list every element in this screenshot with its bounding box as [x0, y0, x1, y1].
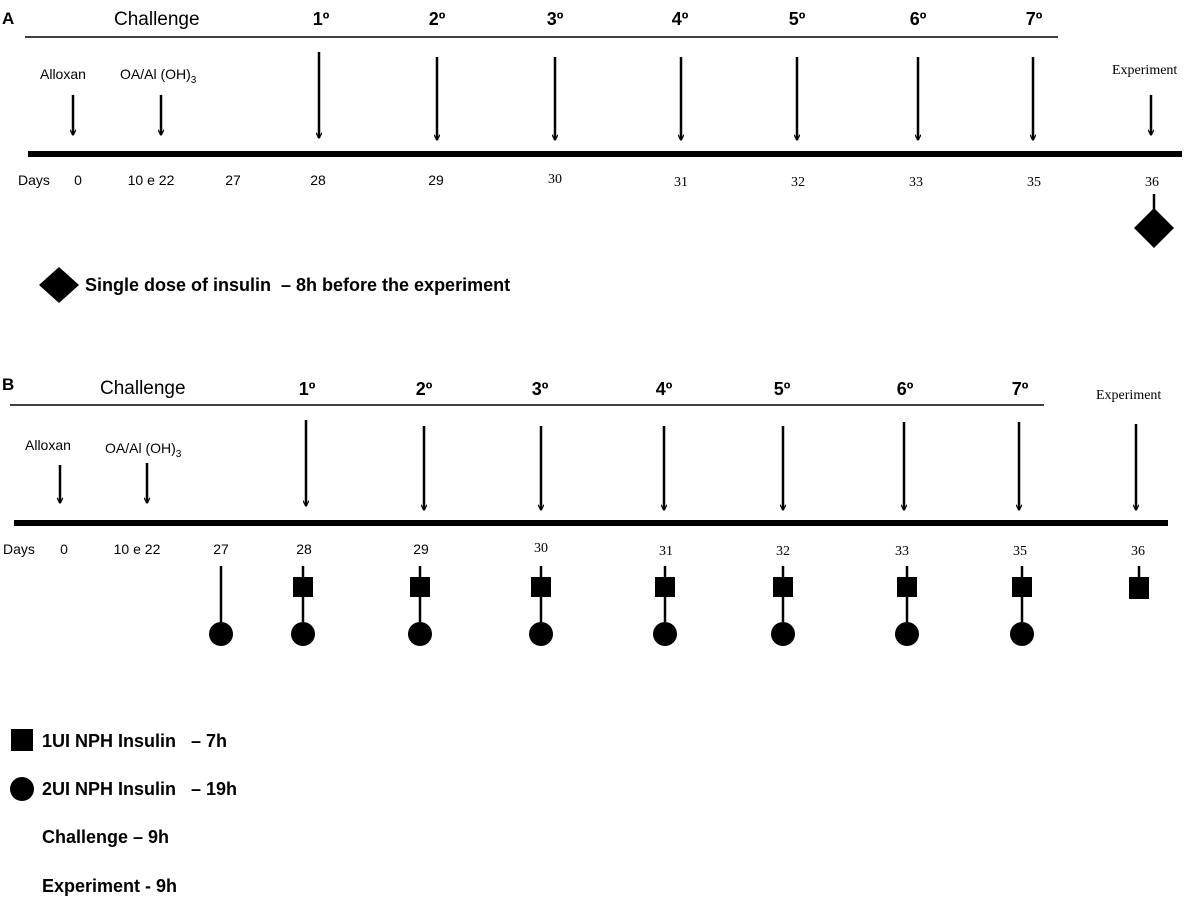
panel-b-day-0: 0	[60, 541, 68, 557]
panel-b-challenge-2: 2º	[415, 379, 433, 399]
panel-a-day-36: 36	[1145, 175, 1159, 190]
square-icon	[773, 577, 793, 597]
panel-b-alloxan-label: Alloxan	[25, 437, 71, 453]
square-icon	[410, 577, 430, 597]
square-icon	[655, 577, 675, 597]
panel-a-day-31: 31	[674, 175, 688, 190]
panel-b-day-28: 28	[296, 541, 312, 557]
panel-b-dose-day-31	[653, 566, 677, 646]
circle-icon	[408, 622, 432, 646]
panel-b-dose-day-29	[408, 566, 432, 646]
panel-b-challenge-1: 1º	[298, 379, 316, 399]
legend-square-icon	[11, 729, 33, 751]
circle-icon	[895, 622, 919, 646]
panel-a-day-33: 33	[909, 175, 923, 190]
panel-b-dose-day-28	[291, 566, 315, 646]
circle-icon	[653, 622, 677, 646]
panel-b-day-35: 35	[1013, 544, 1027, 559]
panel-a-days-label: Days	[18, 172, 50, 188]
panel-b	[2, 375, 1168, 896]
panel-b-day-32: 32	[776, 544, 790, 559]
panel-b-day-10e22: 10 e 22	[113, 541, 161, 557]
panel-a-day-32: 32	[791, 175, 805, 190]
panel-a-challenge-label: Challenge	[114, 9, 200, 30]
legend-1ui-nph-insulin: 1UI NPH Insulin – 7h	[42, 731, 228, 751]
panel-a-day-27: 27	[225, 172, 241, 188]
panel-b-oa-label: OA/Al $(OH)_3$	[105, 440, 182, 460]
circle-icon	[291, 622, 315, 646]
panel-b-dose-day-30	[529, 566, 553, 646]
panel-b-day-30: 30	[534, 541, 548, 556]
panel-b-day-27: 27	[213, 541, 229, 557]
panel-a-challenge-7: 7º	[1025, 9, 1043, 29]
panel-a-oa-label: OA/Al $(OH)_3$	[120, 66, 197, 86]
panel-b-challenge-4: 4º	[655, 379, 673, 399]
panel-a-day-28: 28	[310, 172, 326, 188]
legend-single-dose-insulin: Single dose of insulin – 8h before the experiment	[85, 275, 511, 295]
panel-a-challenge-3: 3º	[546, 9, 564, 29]
panel-a-day-29: 29	[428, 172, 444, 188]
panel-a-insulin-diamond-icon	[1134, 208, 1174, 248]
panel-b-dose-day-27	[209, 566, 233, 646]
panel-b-dose-day-36	[1129, 566, 1149, 599]
legend-circle-icon	[10, 777, 34, 801]
panel-a-challenge-6: 6º	[909, 9, 927, 29]
circle-icon	[1010, 622, 1034, 646]
panel-a-day-0: 0	[74, 172, 82, 188]
panel-b-day-33: 33	[895, 544, 909, 559]
circle-icon	[209, 622, 233, 646]
panel-a-experiment-label: Experiment	[1112, 63, 1178, 78]
panel-b-challenge-label: Challenge	[100, 378, 186, 399]
square-icon	[531, 577, 551, 597]
panel-b-dose-day-33	[895, 566, 919, 646]
panel-b-dose-day-35	[1010, 566, 1034, 646]
legend-2ui-nph-insulin: 2UI NPH Insulin – 19h	[42, 779, 238, 799]
panel-a-label: A	[2, 9, 15, 28]
panel-a	[2, 9, 1182, 303]
panel-a-day-10e22: 10 e 22	[127, 172, 175, 188]
circle-icon	[529, 622, 553, 646]
panel-a-challenge-5: 5º	[788, 9, 806, 29]
panel-b-dose-day-32	[771, 566, 795, 646]
square-icon	[1012, 577, 1032, 597]
circle-icon	[771, 622, 795, 646]
square-icon	[1129, 577, 1149, 599]
panel-a-challenge-4: 4º	[671, 9, 689, 29]
panel-b-days-label: Days	[3, 541, 35, 557]
panel-b-challenge-3: 3º	[531, 379, 549, 399]
panel-a-day-30: 30	[548, 172, 562, 187]
panel-b-experiment-label: Experiment	[1096, 388, 1162, 403]
panel-b-challenge-7: 7º	[1011, 379, 1029, 399]
panel-b-day-31: 31	[659, 544, 673, 559]
legend-experiment-time: Experiment - 9h	[42, 876, 178, 896]
legend-challenge-time: Challenge – 9h	[42, 827, 170, 847]
legend-diamond-icon	[39, 267, 79, 303]
square-icon	[897, 577, 917, 597]
panel-a-challenge-1: 1º	[312, 9, 330, 29]
panel-b-day-29: 29	[413, 541, 429, 557]
panel-b-label: B	[2, 375, 15, 394]
panel-b-challenge-5: 5º	[773, 379, 791, 399]
panel-a-alloxan-label: Alloxan	[40, 66, 86, 82]
panel-b-day-36: 36	[1131, 544, 1145, 559]
panel-b-challenge-6: 6º	[896, 379, 914, 399]
panel-a-day-35: 35	[1027, 175, 1041, 190]
square-icon	[293, 577, 313, 597]
panel-a-challenge-2: 2º	[428, 9, 446, 29]
